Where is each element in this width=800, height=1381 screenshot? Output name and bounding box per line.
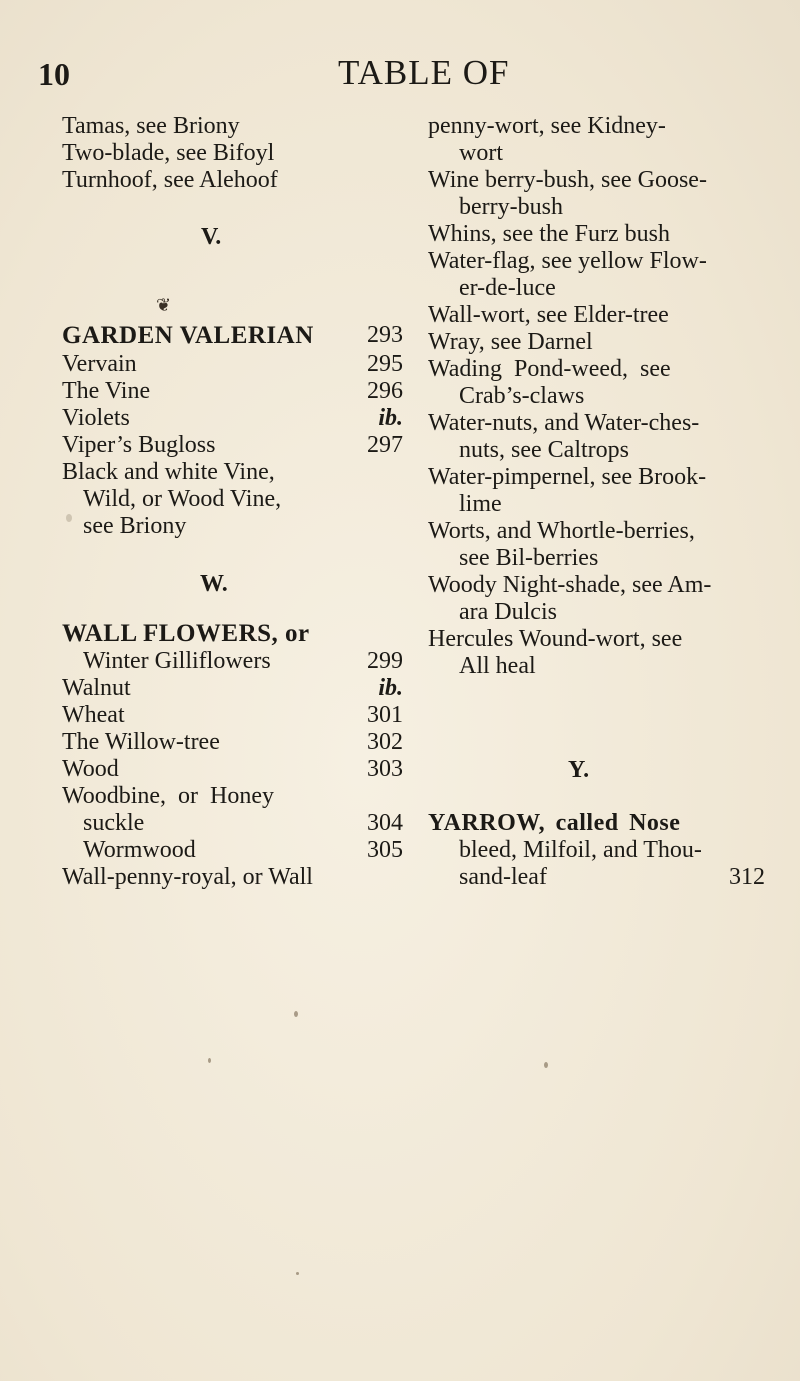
index-line: All heal (459, 653, 536, 679)
page-ref: 304 (367, 810, 403, 836)
index-line: Tamas, see Briony (62, 113, 240, 139)
index-entry-heading: YARROW, called Nose (428, 810, 681, 836)
index-line: Woodbine, or Honey (62, 783, 275, 809)
page-ref: 296 (367, 378, 403, 404)
index-line: Wall-penny-royal, or Wall (62, 864, 313, 890)
page-number: 10 (38, 56, 70, 92)
index-entry: Wood (62, 756, 119, 782)
page-ref: ib. (378, 675, 403, 701)
paper-speck (208, 1058, 211, 1063)
index-entry: Wheat (62, 702, 125, 728)
page-ref: 305 (367, 837, 403, 863)
page-ref: 295 (367, 351, 403, 377)
index-line: Wray, see Darnel (428, 329, 593, 355)
index-entry-heading: GARDEN VALERIAN (62, 322, 314, 349)
index-line: Worts, and Whortle-berries, (428, 518, 695, 544)
index-entry: Winter Gilliflowers (83, 648, 271, 674)
page-ref: 293 (367, 322, 403, 348)
index-entry: The Vine (62, 378, 151, 404)
index-line: Wall-wort, see Elder-tree (428, 302, 669, 328)
index-entry: Wormwood (83, 837, 196, 863)
index-entry: The Willow-tree (62, 729, 220, 755)
page-ref: 312 (729, 864, 765, 890)
index-line: wort (459, 140, 503, 166)
index-line: ara Dulcis (459, 599, 557, 625)
index-line: Wading Pond-weed, see (428, 356, 671, 382)
index-line: Woody Night-shade, see Am- (428, 572, 712, 598)
index-line: Crab’s-claws (459, 383, 585, 409)
page-ref: 302 (367, 729, 403, 755)
page-title: TABLE OF (338, 53, 510, 92)
ornament-icon: ❦ (156, 295, 172, 315)
index-line: see Briony (83, 513, 187, 539)
index-line: Hercules Wound-wort, see (428, 626, 683, 652)
page-ref: 301 (367, 702, 403, 728)
index-line: penny-wort, see Kidney- (428, 113, 666, 139)
index-line: sand-leaf (459, 864, 547, 890)
page-ref: ib. (378, 405, 403, 431)
index-line: Two-blade, see Bifoyl (62, 140, 275, 166)
index-line: Water-flag, see yellow Flow- (428, 248, 707, 274)
index-line: Black and white Vine, (62, 459, 275, 485)
page-ref: 297 (367, 432, 403, 458)
index-line: Turnhoof, see Alehoof (62, 167, 278, 193)
index-line: Wine berry-bush, see Goose- (428, 167, 707, 193)
section-letter-y: Y. (568, 757, 590, 783)
index-line: see Bil-berries (459, 545, 599, 571)
page-ref: 303 (367, 756, 403, 782)
index-line: Water-nuts, and Water-ches- (428, 410, 700, 436)
paper-speck (544, 1062, 548, 1068)
paper-speck (296, 1272, 299, 1275)
index-line: Wild, or Wood Vine, (83, 486, 282, 512)
index-line: nuts, see Caltrops (459, 437, 629, 463)
index-entry-heading: WALL FLOWERS, or (62, 620, 310, 647)
index-line: bleed, Milfoil, and Thou- (459, 837, 702, 863)
section-letter-w: W. (200, 571, 228, 597)
page-ref: 299 (367, 648, 403, 674)
index-line: Water-pimpernel, see Brook- (428, 464, 707, 490)
paper-speck (66, 514, 72, 522)
index-entry: Vervain (62, 351, 137, 377)
index-line: er-de-luce (459, 275, 556, 301)
index-entry: Viper’s Bugloss (62, 432, 216, 458)
section-letter-v: V. (201, 224, 222, 250)
index-entry: suckle (83, 810, 145, 836)
index-line: lime (459, 491, 502, 517)
index-entry: Walnut (62, 675, 131, 701)
index-line: berry-bush (459, 194, 563, 220)
index-line: Whins, see the Furz bush (428, 221, 670, 247)
paper-speck (294, 1011, 298, 1017)
index-entry: Violets (62, 405, 130, 431)
